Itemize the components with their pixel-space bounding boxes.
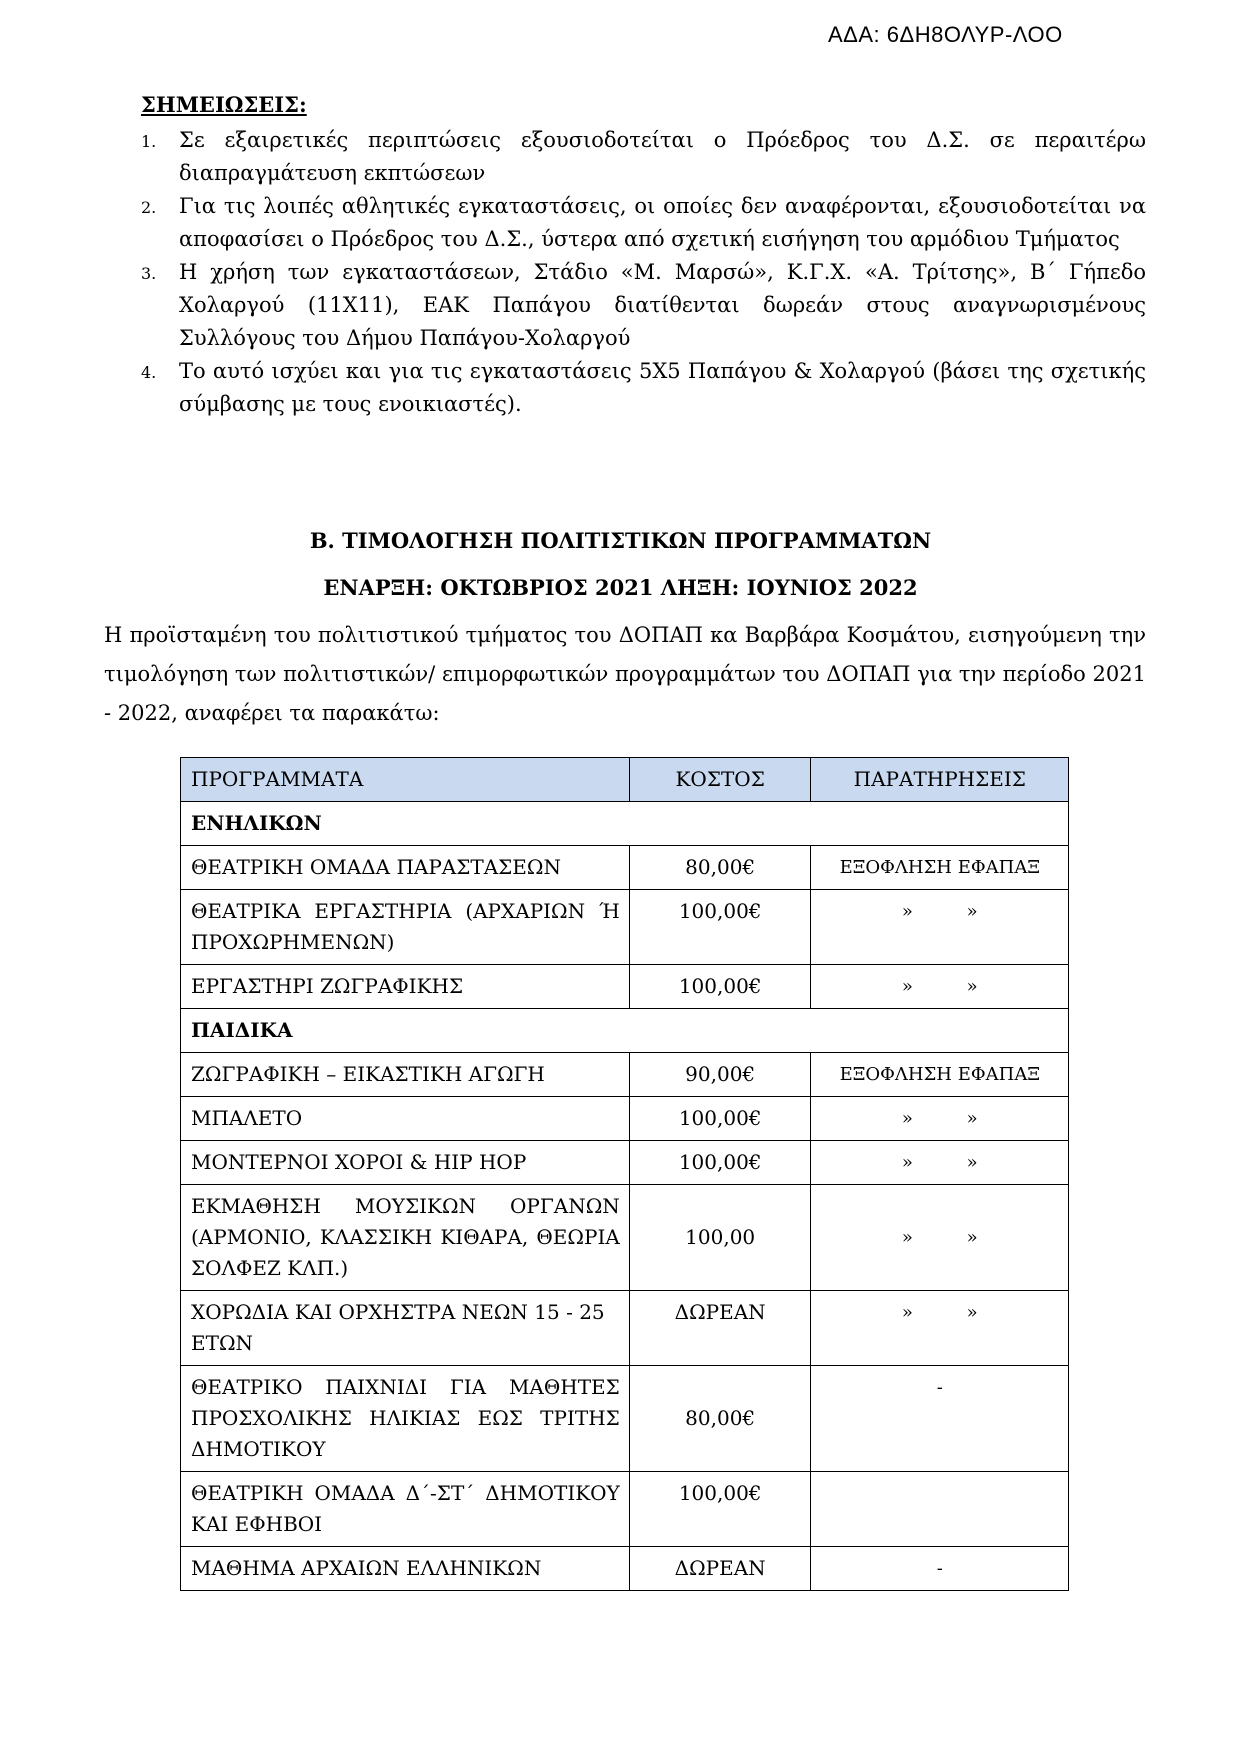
programs-table xyxy=(180,757,1069,1591)
program-cell: ΘΕΑΤΡΙΚΗ ΟΜΑΔΑ ΠΑΡΑΣΤΑΣΕΩΝ xyxy=(181,846,630,890)
note-text: Σε εξαιρετικές περιπτώσεις εξουσιοδοτείται ο Πρόεδρος του Δ.Σ. σε περαιτέρω διαπραγμάτευση εκπτώσεων xyxy=(179,128,1146,185)
cost-cell: 100,00€ xyxy=(629,1141,810,1185)
program-cell: ΕΚΜΑΘΗΣΗ ΜΟΥΣΙΚΩΝ ΟΡΓΑΝΩΝ (ΑΡΜΟΝΙΟ, ΚΛΑΣΣΙΚΗ ΚΙΘΑΡΑ, ΘΕΩΡΙΑ ΣΟΛΦΕΖ ΚΛΠ.) xyxy=(181,1185,630,1291)
cost-cell: 100,00€ xyxy=(629,965,810,1009)
table-row xyxy=(181,890,1069,965)
table-row xyxy=(181,846,1069,890)
remarks-cell: » » xyxy=(810,1097,1068,1141)
cost-cell: 80,00€ xyxy=(629,846,810,890)
cost-cell: ΔΩΡΕΑΝ xyxy=(629,1291,810,1366)
table-row xyxy=(181,965,1069,1009)
remarks-cell: ΕΞΟΦΛΗΣΗ ΕΦΑΠΑΞ xyxy=(810,846,1068,890)
table-row xyxy=(181,1472,1069,1547)
ada-code: ΑΔΑ: 6ΔΗ8ΟΛΥΡ-ΛΟΟ xyxy=(828,22,1063,47)
note-number: 4. xyxy=(141,363,157,382)
remarks-cell: » » xyxy=(810,1291,1068,1366)
remarks-cell: » » xyxy=(810,965,1068,1009)
table-row xyxy=(181,1291,1069,1366)
note-text: Για τις λοιπές αθλητικές εγκαταστάσεις, οι οποίες δεν αναφέρονται, εξουσιοδοτείται να αποφασίσει ο Πρόεδρος του Δ.Σ., ύστερα από σχετική εισήγηση του αρμόδιου Τμήματος xyxy=(179,194,1146,251)
section-subtitle: ΕΝΑΡΞΗ: ΟΚΤΩΒΡΙΟΣ 2021 ΛΗΞΗ: ΙΟΥΝΙΟΣ 2022 xyxy=(323,575,918,600)
remarks-cell: - xyxy=(810,1366,1068,1472)
table-row xyxy=(181,1053,1069,1097)
cost-cell: 90,00€ xyxy=(629,1053,810,1097)
note-item xyxy=(141,355,1146,421)
table-header-row xyxy=(181,758,1069,802)
note-item xyxy=(141,124,1146,190)
remarks-cell: » » xyxy=(810,890,1068,965)
note-item xyxy=(141,256,1146,355)
section-label: ΕΝΗΛΙΚΩΝ xyxy=(181,802,1069,846)
note-number: 2. xyxy=(141,198,157,217)
table-row xyxy=(181,1185,1069,1291)
note-number: 1. xyxy=(141,132,157,151)
note-number: 3. xyxy=(141,264,157,283)
remarks-cell: » » xyxy=(810,1141,1068,1185)
notes-title: ΣΗΜΕΙΩΣΕΙΣ: xyxy=(141,92,307,117)
program-cell: ΘΕΑΤΡΙΚΟ ΠΑΙΧΝΙΔΙ ΓΙΑ ΜΑΘΗΤΕΣ ΠΡΟΣΧΟΛΙΚΗΣ ΗΛΙΚΙΑΣ ΕΩΣ ΤΡΙΤΗΣ ΔΗΜΟΤΙΚΟΥ xyxy=(181,1366,630,1472)
program-cell: ΜΟΝΤΕΡΝΟΙ ΧΟΡΟΙ & HIP HOP xyxy=(181,1141,630,1185)
remarks-cell: » » xyxy=(810,1185,1068,1291)
header-programs: ΠΡΟΓΡΑΜΜΑΤΑ xyxy=(181,758,630,802)
cost-cell: 80,00€ xyxy=(629,1366,810,1472)
program-cell: ΕΡΓΑΣΤΗΡΙ ΖΩΓΡΑΦΙΚΗΣ xyxy=(181,965,630,1009)
remarks-cell: - xyxy=(810,1547,1068,1591)
program-cell: ΘΕΑΤΡΙΚΑ ΕΡΓΑΣΤΗΡΙΑ (ΑΡΧΑΡΙΩΝ Ή ΠΡΟΧΩΡΗΜΕΝΩΝ) xyxy=(181,890,630,965)
note-text: Η χρήση των εγκαταστάσεων, Στάδιο «Μ. Μαρσώ», Κ.Γ.Χ. «Α. Τρίτσης», Β΄ Γήπεδο Χολαργού (11Χ11), ΕΑΚ Παπάγου διατίθενται δωρεάν στους αναγνωρισμένους Συλλόγους του Δήμου Παπάγου-Χολαργού xyxy=(179,260,1146,350)
header-cost: ΚΟΣΤΟΣ xyxy=(629,758,810,802)
program-cell: ΜΠΑΛΕΤΟ xyxy=(181,1097,630,1141)
cost-cell: 100,00€ xyxy=(629,890,810,965)
table-row xyxy=(181,1547,1069,1591)
section-row-children xyxy=(181,1009,1069,1053)
section-label: ΠΑΙΔΙΚΑ xyxy=(181,1009,1069,1053)
section-title: Β. ΤΙΜΟΛΟΓΗΣΗ ΠΟΛΙΤΙΣΤΙΚΩΝ ΠΡΟΓΡΑΜΜΑΤΩΝ xyxy=(309,528,932,553)
table-row xyxy=(181,1097,1069,1141)
cost-cell: 100,00 xyxy=(629,1185,810,1291)
program-cell: ΘΕΑΤΡΙΚΗ ΟΜΑΔΑ Δ΄-ΣΤ΄ ΔΗΜΟΤΙΚΟΥ ΚΑΙ ΕΦΗΒΟΙ xyxy=(181,1472,630,1547)
program-cell: ΧΟΡΩΔΙΑ ΚΑΙ ΟΡΧΗΣΤΡΑ ΝΕΩΝ 15 - 25 ΕΤΩΝ xyxy=(181,1291,630,1366)
note-item xyxy=(141,190,1146,256)
note-text: Το αυτό ισχύει και για τις εγκαταστάσεις 5Χ5 Παπάγου & Χολαργού (βάσει της σχετικής σύμβασης με τους ενοικιαστές). xyxy=(179,359,1146,416)
program-cell: ΖΩΓΡΑΦΙΚΗ – ΕΙΚΑΣΤΙΚΗ ΑΓΩΓΗ xyxy=(181,1053,630,1097)
intro-paragraph: Η προϊσταμένη του πολιτιστικού τμήματος του ΔΟΠΑΠ κα Βαρβάρα Κοσμάτου, εισηγούμενη την τιμολόγηση των πολιτιστικών/ επιμορφωτικών προγραμμάτων του ΔΟΠΑΠ για την περίοδο 2021 - 2022, αναφέρει τα παρακάτω: xyxy=(104,623,1146,725)
program-cell: ΜΑΘΗΜΑ ΑΡΧΑΙΩΝ ΕΛΛΗΝΙΚΩΝ xyxy=(181,1547,630,1591)
table-row xyxy=(181,1366,1069,1472)
section-row-adults xyxy=(181,802,1069,846)
table-row xyxy=(181,1141,1069,1185)
remarks-cell xyxy=(810,1472,1068,1547)
header-remarks: ΠΑΡΑΤΗΡΗΣΕΙΣ xyxy=(810,758,1068,802)
notes-list xyxy=(141,124,1146,421)
cost-cell: 100,00€ xyxy=(629,1097,810,1141)
cost-cell: ΔΩΡΕΑΝ xyxy=(629,1547,810,1591)
remarks-cell: ΕΞΟΦΛΗΣΗ ΕΦΑΠΑΞ xyxy=(810,1053,1068,1097)
cost-cell: 100,00€ xyxy=(629,1472,810,1547)
